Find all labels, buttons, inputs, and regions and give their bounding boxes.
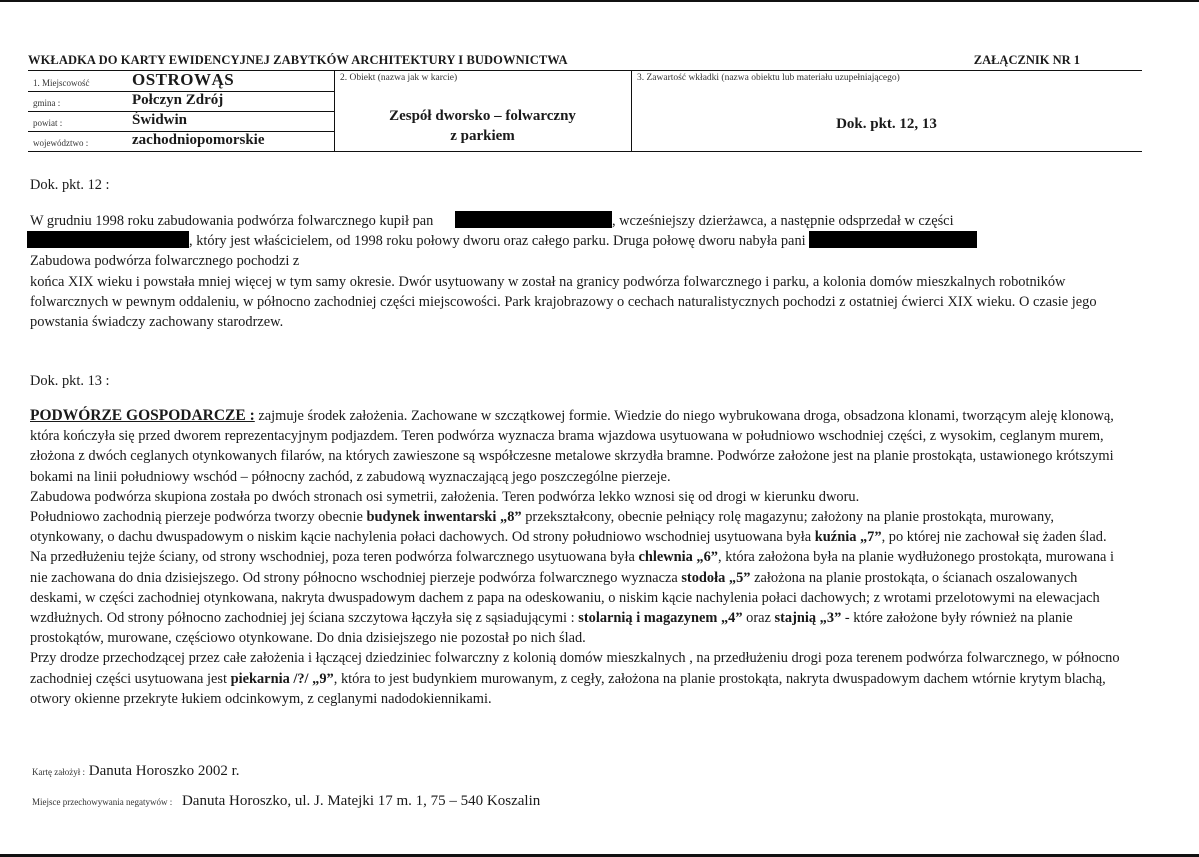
negatives-storage [32,793,540,810]
text-span: , która założona była na planie wydłużonego prostokąta, murowana i nie zachowana do dnia dzisiejszego. Od strony północno wschodniej pierzeje podwórza folwarcznego wyznacza [30,549,1115,586]
text-span: założona na planie prostokąta, o ścianach oszalowanych deskami, w części zachodniej otynkowana, nakryta dwuspadowym dachem z papa na odeskowaniu, o niskim kącie nachylenia połaci dachowych; z wrotami przelotowymi na elewacjach wzdłużnych. Od strony północno zachodniej jej ściana szczytowa łączyła się z sąsiadującymi : [30,569,1100,627]
card-author-label: Kartę założył : [32,767,85,777]
locality-label: 1. Miejscowość [33,78,90,88]
voivodeship-value: zachodniopomorskie [132,132,265,148]
text-span: - które założone były również na planie prostokątów, murowane, częściowo otynkowane. Do dnia dzisiejszego nie pozostał po nich ślad. [30,610,1073,647]
content-value: Dok. pkt. 12, 13 [836,116,937,132]
county-row [28,111,334,132]
location-column [28,71,335,151]
section-13-para3 [30,507,1120,648]
redaction-block [27,231,189,248]
text-span: , która to jest budynkiem murowanym, z cegły, założona na planie prostokąta, nakryta dwuspadowym dachem wtórnie krytym blachą, otwory okienne przekryte łukiem odcinkowym, z ceglanymi nadodokiennikami. [30,670,1106,707]
section-12-text-c: , który jest właścicielem, od 1998 roku połowy dworu oraz całego parku. Druga połowę dworu nabyła pani [189,233,806,250]
object-name-line1: Zespół dworsko – folwarczny [389,108,576,124]
text-span: , po której nie zachował się żaden ślad. Na przedłużeniu tejże ściany, od strony wschodniej, poza teren podwórza folwarcznego usytuowana była [30,529,1107,566]
attachment-number: ZAŁĄCZNIK NR 1 [973,53,1080,67]
card-author-value: Danuta Horoszko 2002 r. [88,763,240,779]
building-label: stodoła „5” [681,569,751,586]
section-12-line1 [30,211,1120,231]
section-12-heading: Dok. pkt. 12 : [30,177,110,193]
text-span: Południowo zachodnią pierzeje podwórza tworzy obecnie [30,509,367,526]
text-span: oraz [742,610,775,627]
text-span: przekształcony, obecnie pełniący rolę magazynu; założony na planie prostokąta, murowany, otynkowany, o dachu dwuspadowym o niskim kącie nachylenia połaci dachowych. Od strony południowo wschodniej usytuowana była [30,509,1054,546]
locality-row [28,71,334,92]
farmyard-heading: PODWÓRZE GOSPODARCZE : [30,407,255,424]
scan-border-top [0,0,1199,2]
county-label: powiat : [33,118,63,128]
locality-value: OSTROWĄS [132,70,235,89]
content-label: 3. Zawartość wkładki (nazwa obiektu lub materiału uzupełniającego) [637,73,900,83]
redaction-block [809,231,977,248]
building-label: chlewnia „6” [638,549,719,566]
section-13-para4 [30,648,1120,709]
section-13-paragraph [30,406,1120,709]
commune-value: Połczyn Zdrój [132,92,224,108]
object-label: 2. Obiekt (nazwa jak w karcie) [340,73,458,83]
building-label: piekarnia /?/ „9” [230,670,334,687]
text-span: Przy drodze przechodzącej przez całe założenia i łączącej dziedziniec folwarczny z kolonią domów mieszkalnych , na przedłużeniu drogi poza terenem podwórza folwarcznego, w północno zachodniej części usytuowana jest [30,650,1120,687]
voivodeship-row [28,131,334,151]
object-column [334,71,632,151]
object-name-line2: z parkiem [450,128,515,144]
section-12-paragraph [30,211,1120,332]
negatives-storage-label: Miejsce przechowywania negatywów : [32,797,173,807]
document-title: WKŁADKA DO KARTY EWIDENCYJNEJ ZABYTKÓW ARCHITEKTURY I BUDOWNICTWA [28,53,568,67]
section-12-text-b: , wcześniejszy dzierżawca, a następnie odsprzedał w części [611,213,954,229]
content-column [631,71,1142,151]
farmyard-text: zajmuje środek założenia. Zachowane w szczątkowej formie. Wiedzie do niego wybrukowana droga, obsadzona klonami, tworzącym aleję klonową, która kończyła się przed dworem reprezentacyjnym podjazdem. Teren podwórza wyznacza brama wjazdowa usytuowana w południowo wschodniej części, z wysokim, ceglanym murem, złożona z dwóch ceglanych otynkowanych filarów, na których zawieszone są współczesne metalowe skrzydła bramne. Podwórze założone jest na planie prostokąta, ustawionego krótszymi bokami na linii południowy wschód – północny zachód, z zabudową wyznaczającą jego poszczególne pierzeje. [30,408,1114,485]
negatives-storage-value: Danuta Horoszko, ul. J. Matejki 17 m. 1, 75 – 540 Koszalin [181,793,541,809]
county-value: Świdwin [132,112,188,128]
section-13-heading: Dok. pkt. 13 : [30,373,110,389]
building-label: stolarnią i magazynem „4” [578,610,743,627]
section-12-text-a: W grudniu 1998 roku zabudowania podwórza folwarcznego kupił pan [30,213,434,229]
building-label: kuźnia „7” [814,529,882,546]
redaction-block [455,211,612,228]
section-13-para2: Zabudowa podwórza skupiona została po dwóch stronach osi symetrii, założenia. Teren podwórza lekko wznosi się od drogi w kierunku dworu. [30,488,860,505]
building-label: stajnią „3” [774,610,842,627]
commune-row [28,91,334,112]
section-13-intro [30,406,1120,487]
section-12-line2 [27,231,1120,251]
header-form-table [28,70,1142,152]
object-name [334,106,631,146]
commune-label: gmina : [33,98,61,108]
voivodeship-label: województwo : [33,138,89,148]
building-label: budynek inwentarski „8” [366,509,522,526]
card-author [32,763,240,780]
section-12-line3: Zabudowa podwórza folwarcznego pochodzi z [30,253,300,270]
section-12-line4: końca XIX wieku i powstała mniej więcej w tym samy okresie. Dwór usytuowany w został na granicy podwórza folwarcznego i parku, a kolonia domów mieszkalnych robotników folwarcznych w pewnym oddaleniu, w północno zachodniej części miejscowości. Park krajobrazowy o cechach naturalistycznych pochodzi z ostatniej ćwierci XIX wieku. O czasie jego powstania świadczy zachowany starodrzew. [30,273,1097,331]
